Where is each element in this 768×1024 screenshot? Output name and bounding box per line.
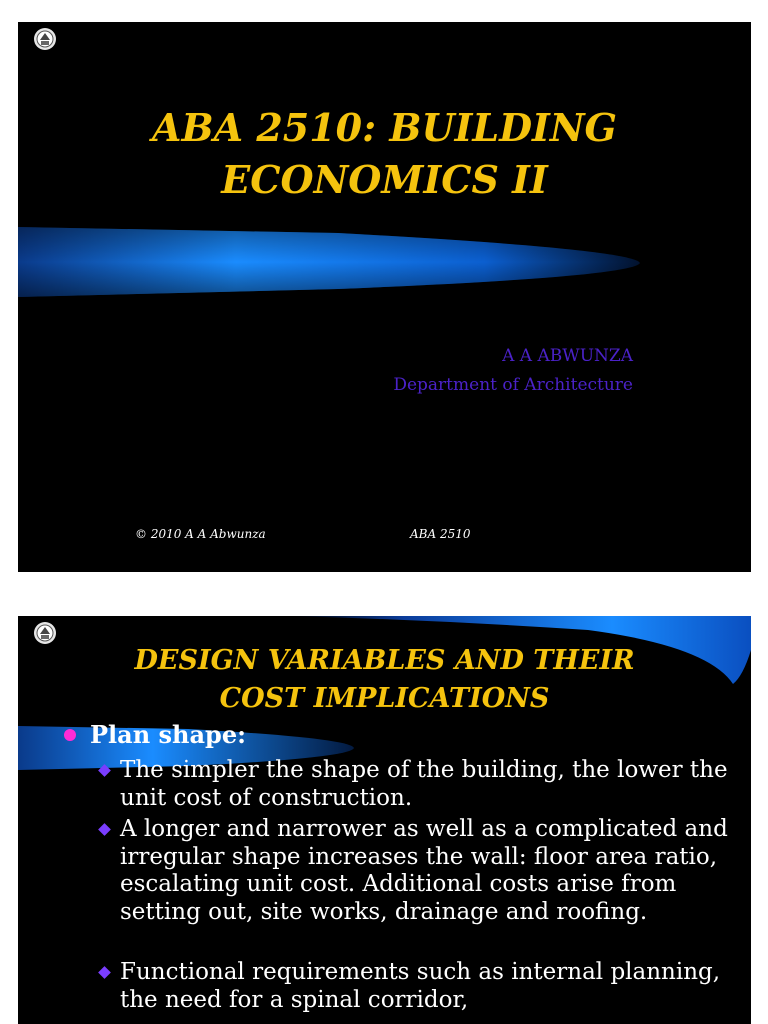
sub-bullet-3	[120, 959, 730, 1014]
slide-title	[18, 642, 751, 718]
author-name: A A ABWUNZA	[502, 346, 633, 366]
sub-bullet-text: A longer and narrower as well as a complicated and irregular shape increases the wall: floor area ratio, escalating unit cost. Additional costs arise from setting out, site works, drainage and roofing.	[120, 816, 728, 925]
bullet-text: Plan shape:	[90, 720, 246, 749]
title-line-2: ECONOMICS II	[221, 157, 548, 202]
sub-bullet-1	[120, 757, 730, 812]
title-line-2: COST IMPLICATIONS	[219, 683, 550, 714]
title-slide	[18, 22, 751, 572]
bullet-dot-icon	[64, 729, 76, 741]
content-slide	[18, 616, 751, 1024]
diamond-bullet-icon	[98, 966, 111, 979]
footer-course-code: ABA 2510	[410, 527, 471, 541]
author-block	[393, 342, 633, 400]
footer-copyright: © 2010 A A Abwunza	[135, 527, 266, 541]
sub-bullet-2	[120, 816, 730, 926]
title-line-1: ABA 2510: BUILDING	[152, 105, 617, 150]
sub-bullet-text: Functional requirements such as internal planning, the need for a spinal corridor,	[120, 959, 721, 1013]
swoosh-decoration	[18, 227, 643, 299]
crest-icon	[32, 26, 58, 52]
sub-bullet-text: The simpler the shape of the building, the lower the unit cost of construction.	[120, 757, 728, 811]
title-line-1: DESIGN VARIABLES AND THEIR	[134, 645, 635, 676]
slide-title	[18, 102, 751, 206]
diamond-bullet-icon	[98, 823, 111, 836]
department-name: Department of Architecture	[393, 375, 633, 395]
